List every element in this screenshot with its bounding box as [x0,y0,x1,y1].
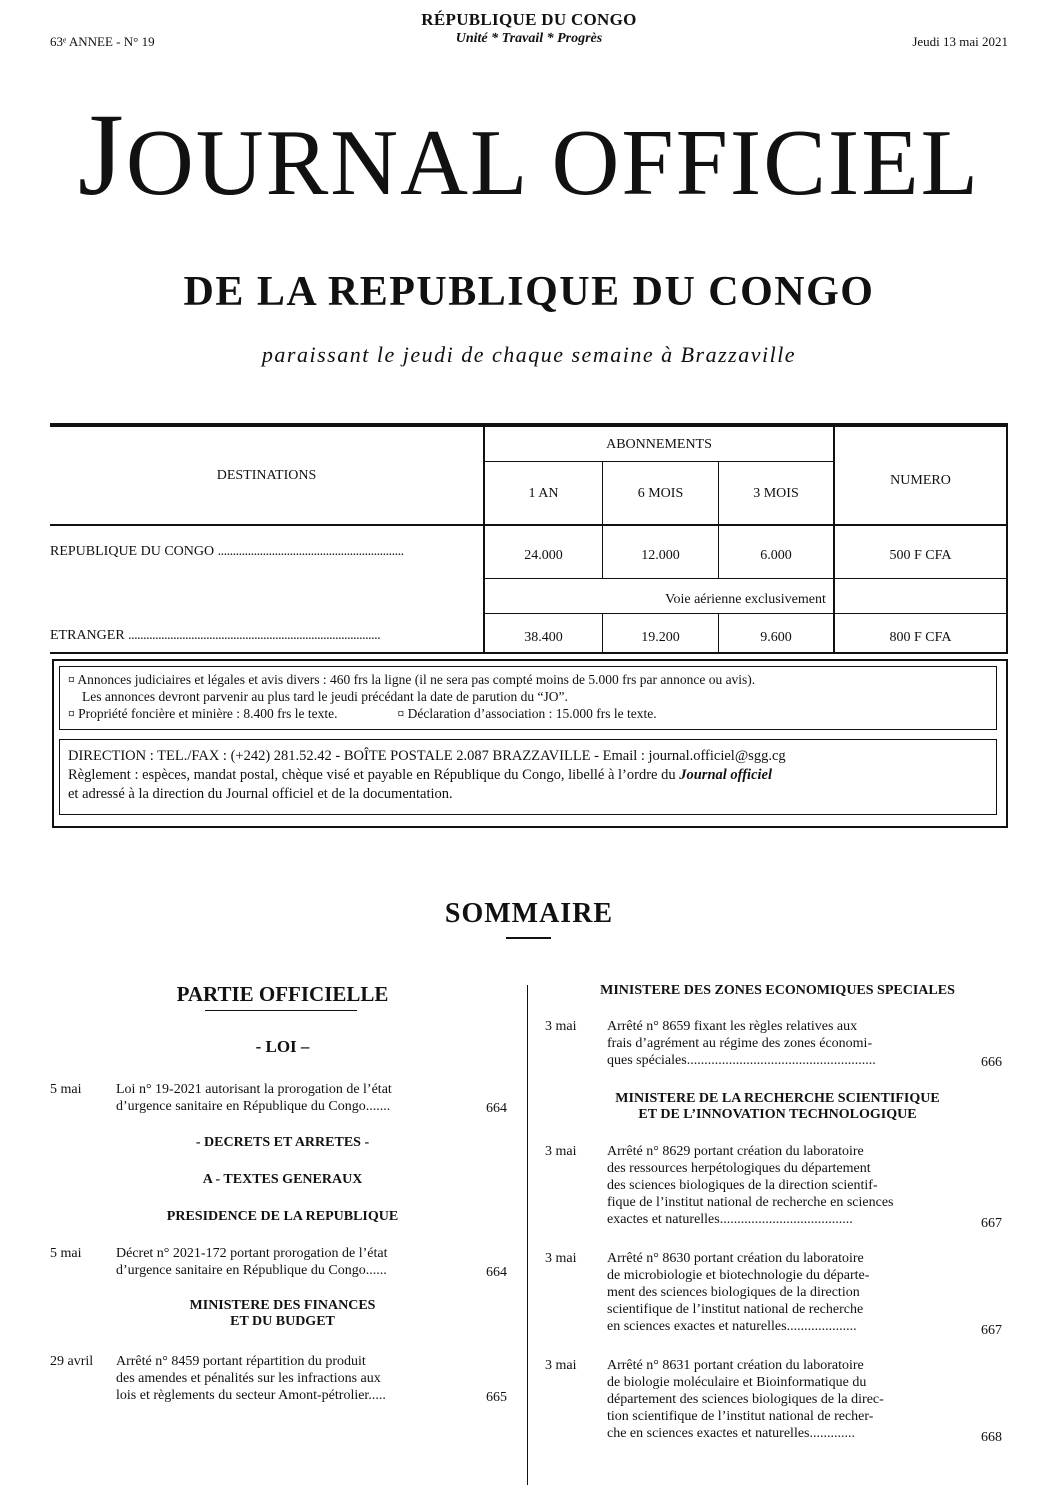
sommaire-title: SOMMAIRE [444,898,614,929]
title-initial: J [77,89,126,220]
leader-dots: .................................................................................... [128,628,381,643]
entry-text [607,1250,869,1335]
entry-line: Décret n° 2021-172 portant prorogation de l’état [116,1246,388,1261]
table-hline [483,613,1008,614]
col-numero: NUMERO [890,473,951,488]
ministry-line: ET DE L’INNOVATION TECHNOLOGIQUE [638,1107,917,1122]
entry-line: Arrêté n° 8629 portant création du laboratoire [607,1144,864,1159]
partie-officielle: PARTIE OFFICIELLE [176,982,389,1006]
entry-date: 3 mai [545,1251,577,1266]
ministry-line: ET DU BUDGET [230,1314,335,1329]
entry-line: d’urgence sanitaire en République du Congo...... [116,1263,387,1278]
price-congo-3mois: 6.000 [760,548,792,563]
table-header-rule [50,524,1008,526]
entry-date: 3 mai [545,1144,577,1159]
toc-entry-recherche-2 [545,1250,1015,1342]
entry-text [116,1353,386,1404]
period-6mois: 6 MOIS [637,486,684,501]
price-congo-numero: 500 F CFA [889,548,952,563]
entry-text [116,1245,388,1279]
toc-entry-zones [545,1018,1015,1076]
announcements-box [59,666,997,730]
toc-entry-recherche-3 [545,1357,1015,1449]
partie-rule [205,1010,357,1011]
direction-contact: DIRECTION : TEL./FAX : (+242) 281.52.42 - BOÎTE POSTALE 2.087 BRAZZAVILLE - Email : journal.officiel@sgg.cg [68,748,786,764]
price-congo-1an: 24.000 [524,548,563,563]
entry-line: Arrêté n° 8631 portant création du laboratoire [607,1358,864,1373]
issue-number: 63ᵉ ANNEE - N° 19 [50,34,155,49]
column-divider [527,985,528,1485]
table-vline [1006,427,1008,654]
ministry-line: MINISTERE DES FINANCES [189,1298,376,1313]
row-congo-label [50,544,404,560]
reglement-line [68,766,988,785]
entry-line: che en sciences exactes et naturelles............. [607,1426,856,1441]
entry-page: 665 [486,1390,507,1405]
notice-deadline: Les annonces devront parvenir au plus tard le jeudi précédant la date de parution du “JO”. [82,689,568,704]
section-decrets: - DECRETS ET ARRETES - [195,1135,370,1150]
entry-page: 667 [981,1323,1002,1338]
national-motto: Unité * Travail * Progrès [455,31,603,46]
section-textes-generaux: A - TEXTES GENERAUX [202,1172,363,1187]
reglement-text: Règlement : espèces, mandat postal, chèque visé et payable en République du Congo, libellé à l’ordre du [68,767,680,783]
price-etranger-3mois: 9.600 [760,630,792,645]
masthead-title [0,89,1058,220]
entry-date: 5 mai [50,1246,82,1261]
entry-line: Arrêté n° 8659 fixant les règles relatives aux [607,1019,858,1034]
ministry-presidence: PRESIDENCE DE LA REPUBLIQUE [166,1209,399,1224]
entry-line: de biologie moléculaire et Bioinformatique du [607,1375,867,1390]
ministry-line: MINISTERE DE LA RECHERCHE SCIENTIFIQUE [615,1091,940,1106]
entry-date: 29 avril [50,1354,94,1369]
entry-line: lois et règlements du secteur Amont-pétrolier..... [116,1388,386,1403]
table-hline [483,578,1008,579]
entry-line: des ressources herpétologiques du département [607,1161,871,1176]
notice-annonces: ¤ Annonces judiciaires et légales et avis divers : 460 frs la ligne (il ne sera pas compté moins de 5.000 frs par annonce ou avis). [68,672,756,687]
header-center [0,10,1058,47]
entry-line: scientifique de l’institut national de recherche [607,1302,864,1317]
section-loi: - LOI – [255,1037,310,1056]
price-etranger-6mois: 19.200 [641,630,680,645]
ministry-recherche [540,1091,1015,1123]
col-destinations: DESTINATIONS [216,468,317,483]
entry-line: département des sciences biologiques de la direc- [607,1392,884,1407]
entry-line: Loi n° 19-2021 autorisant la prorogation de l’état [116,1082,392,1097]
notice-tarifs [68,705,988,722]
country-name: RÉPUBLIQUE DU CONGO [421,10,637,29]
notice-propriete: ¤ Propriété foncière et minière : 8.400 frs le texte. [68,706,338,721]
destination-name: REPUBLIQUE DU CONGO [50,544,215,559]
title-rest: OURNAL OFFICIEL [125,111,981,215]
entry-date: 3 mai [545,1019,577,1034]
entry-page: 667 [981,1216,1002,1231]
price-congo-6mois: 12.000 [641,548,680,563]
toc-entry-recherche-1 [545,1143,1015,1235]
col-abonnements: ABONNEMENTS [606,437,712,452]
row-etranger-label [50,628,380,644]
entry-page: 666 [981,1055,1002,1070]
entry-date: 5 mai [50,1082,82,1097]
masthead-tagline: paraissant le jeudi de chaque semaine à Brazzaville [261,342,797,367]
entry-line: ques spéciales...................................................... [607,1053,876,1068]
notice-association: ¤ Déclaration d’association : 15.000 frs le texte. [397,706,657,721]
entry-line: Arrêté n° 8630 portant création du laboratoire [607,1251,864,1266]
ministry-finances [50,1298,515,1330]
entry-page: 668 [981,1430,1002,1445]
toc-entry-loi [50,1081,520,1121]
period-3mois: 3 MOIS [753,486,799,501]
entry-page: 664 [486,1265,507,1280]
toc-entry-decret [50,1245,520,1285]
entry-text [607,1143,894,1228]
entry-line: de microbiologie et biotechnologie du départe- [607,1268,870,1283]
price-etranger-numero: 800 F CFA [889,630,952,645]
period-1an: 1 AN [528,486,559,501]
ministry-zones-economiques: MINISTERE DES ZONES ECONOMIQUES SPECIALES [600,983,955,998]
price-etranger-1an: 38.400 [524,630,563,645]
entry-page: 664 [486,1101,507,1116]
entry-line: ment des sciences biologiques de la direction [607,1285,860,1300]
entry-line: des amendes et pénalités sur les infractions aux [116,1371,381,1386]
entry-text [607,1018,876,1069]
masthead-subtitle: DE LA REPUBLIQUE DU CONGO [183,269,875,315]
entry-line: d’urgence sanitaire en République du Congo....... [116,1099,391,1114]
entry-line: frais d’agrément au régime des zones économi- [607,1036,873,1051]
entry-text [116,1081,392,1115]
table-hline [483,461,835,462]
entry-text [607,1357,884,1442]
entry-line: tion scientifique de l’institut national de recher- [607,1409,874,1424]
notices-frame [52,659,1008,828]
table-bottom-rule [50,652,1008,654]
entry-date: 3 mai [545,1358,577,1373]
entry-line: en sciences exactes et naturelles.................... [607,1319,857,1334]
toc-entry-finances [50,1353,520,1411]
direction-address: et adressé à la direction du Journal officiel et de la documentation. [68,786,453,802]
issue-date: Jeudi 13 mai 2021 [912,34,1008,49]
air-note: Voie aérienne exclusivement [665,592,826,607]
entry-line: exactes et naturelles...................................... [607,1212,853,1227]
entry-line: des sciences biologiques de la direction scientif- [607,1178,878,1193]
sommaire-rule [506,937,551,939]
entry-line: Arrêté n° 8459 portant répartition du produit [116,1354,366,1369]
entry-line: fique de l’institut national de recherche en sciences [607,1195,894,1210]
direction-box [59,739,997,815]
journal-name: Journal officiel [679,767,773,783]
destination-name: ETRANGER [50,628,125,643]
leader-dots: .............................................................. [217,544,404,559]
table-top-rule [50,423,1008,427]
